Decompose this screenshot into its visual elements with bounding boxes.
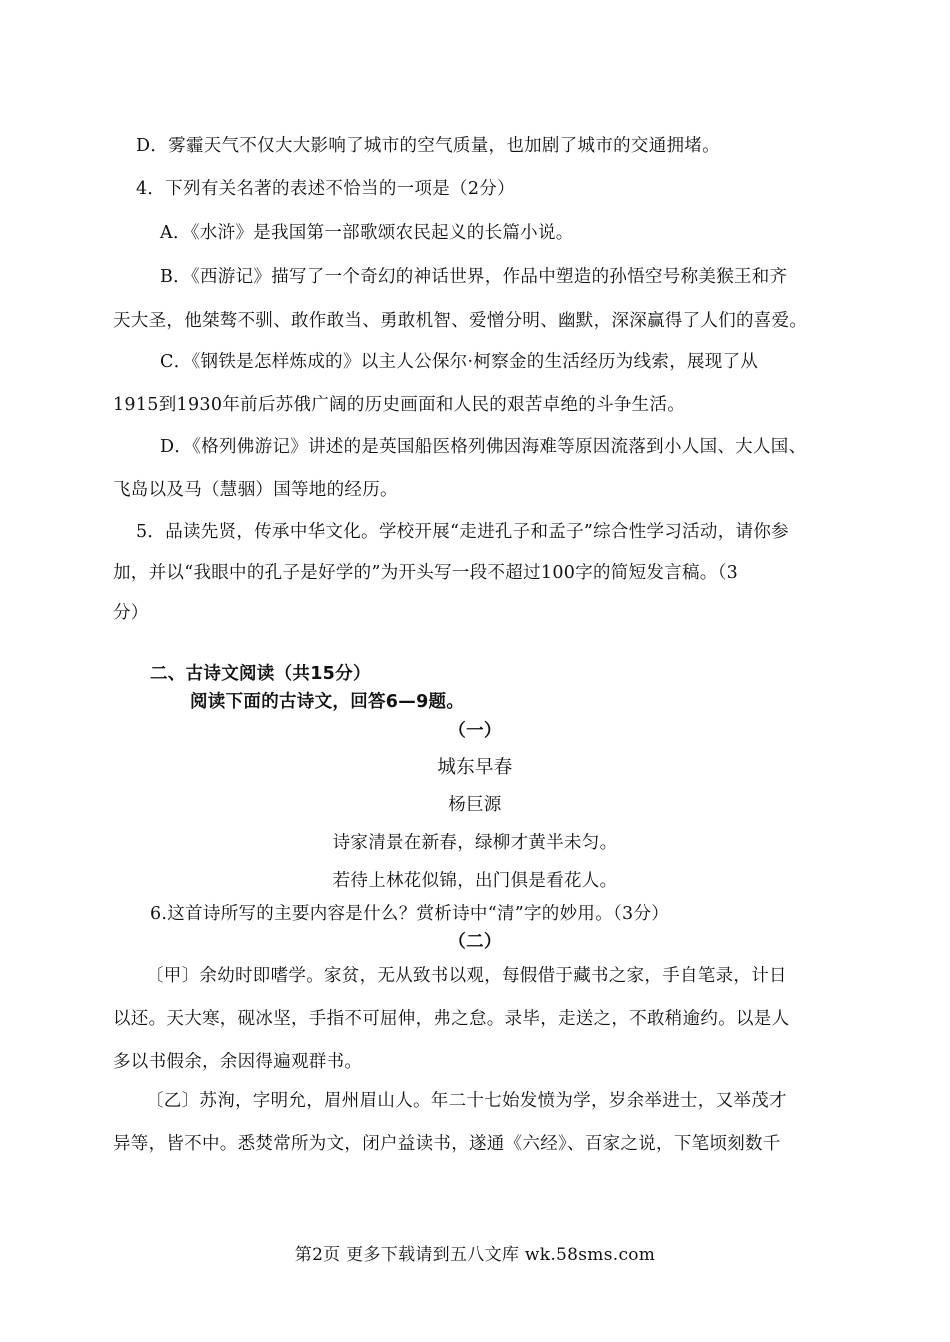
page-footer: 第2页 更多下载请到五八文库 wk.58sms.com — [294, 1245, 656, 1265]
q4-option-b-line2: 天大圣，他桀骜不驯、敢作敢当、勇敢机智、爱憎分明、幽默，深深赢得了人们的喜爱。 — [113, 311, 808, 331]
q4-option-d-line2: 飞岛以及马（慧骃）国等地的经历。 — [113, 480, 398, 500]
passage-jia-line1: 〔甲〕余幼时即嗜学。家贫，无从致书以观，每假借于藏书之家，手自笔录，计日 — [146, 966, 787, 986]
q4-option-d-line1: D．《格列佛游记》讲述的是英国船医格列佛因海难等原因流落到小人国、大人国、 — [160, 437, 807, 457]
passage-jia-line3: 多以书假余，余因得遍观群书。 — [113, 1052, 363, 1072]
poem-line1: 诗家清景在新春，绿柳才黄半未匀。 — [332, 833, 618, 853]
q4-option-a: A．《水浒》是我国第一部歌颂农民起义的长篇小说。 — [160, 223, 574, 243]
q4-option-c-line2: 1915到1930年前后苏俄广阔的历史画面和人民的艰苦卓绝的斗争生活。 — [113, 395, 686, 415]
passage-yi-line2: 异等，皆不中。悉焚常所为文，闭户益读书，遂通《六经》、百家之说，下笔顷刻数千 — [113, 1134, 781, 1154]
poem-line2: 若待上林花似锦，出门俱是看花人。 — [332, 871, 618, 891]
q5-line2: 加，并以“我眼中的孔子是好学的”为开头写一段不超过100字的简短发言稿。（3 — [113, 563, 739, 583]
q3-option-d: D．雾霾天气不仅大大影响了城市的空气质量，也加剧了城市的交通拥堵。 — [136, 136, 720, 156]
poem-author: 杨巨源 — [448, 795, 502, 815]
q5-line3: 分） — [113, 603, 149, 623]
q4-option-b-line1: B．《西游记》描写了一个奇幻的神话世界，作品中塑造的孙悟空号称美猴王和齐 — [160, 267, 788, 287]
part1-label: （一） — [448, 721, 502, 741]
section2-heading: 二、古诗文阅读（共15分） — [150, 664, 371, 684]
q4-option-c-line1: C．《钢铁是怎样炼成的》以主人公保尔·柯察金的生活经历为线索，展现了从 — [160, 352, 759, 372]
q4-stem: 4．下列有关名著的表述不恰当的一项是（2分） — [136, 179, 515, 199]
poem-title: 城东早春 — [437, 757, 513, 778]
q6-text: 6.这首诗所写的主要内容是什么？赏析诗中“清”字的妙用。（3分） — [150, 904, 670, 924]
passage-jia-line2: 以还。天大寒，砚冰坚，手指不可屈伸，弗之怠。录毕，走送之，不敢稍逾约。以是人 — [113, 1009, 790, 1029]
q5-line1: 5．品读先贤，传承中华文化。学校开展“走进孔子和孟子”综合性学习活动，请你参 — [136, 522, 789, 542]
part2-label: （二） — [448, 932, 502, 952]
passage-yi-line1: 〔乙〕苏洵，字明允，眉州眉山人。年二十七始发愤为学，岁余举进士，又举茂才 — [146, 1091, 787, 1111]
section2-instruction: 阅读下面的古诗文，回答6—9题。 — [190, 692, 465, 712]
